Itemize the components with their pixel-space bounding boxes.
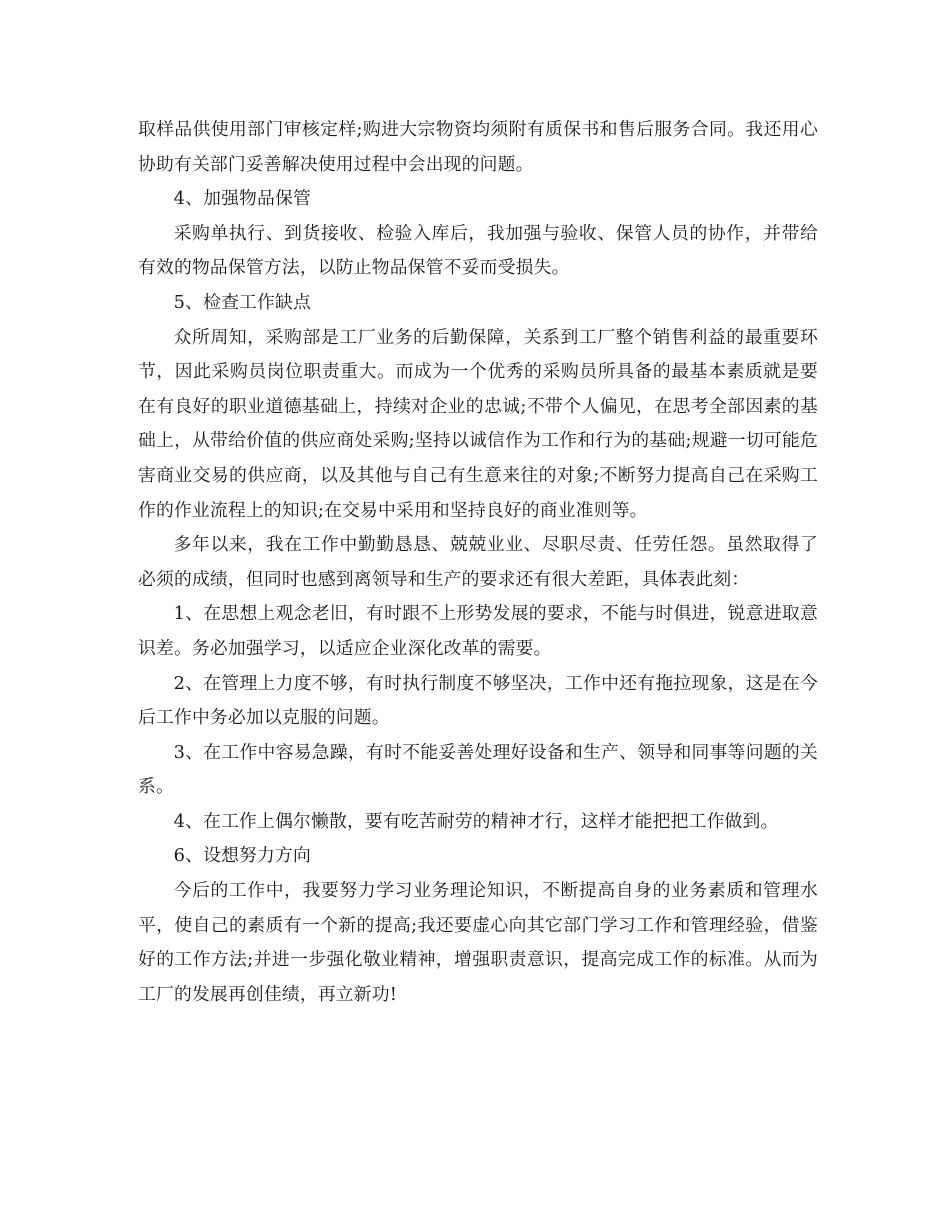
heading-check-shortcomings: 5、检查工作缺点 <box>173 291 311 313</box>
list-item-shortcoming-2: 2、在管理上力度不够，有时执行制度不够坚决，工作中还有拖拉现象，这是在今后工作中务必加以克服的问题。 <box>138 672 818 729</box>
paragraph-purchasing-role: 众所周知，采购部是工厂业务的后勤保障，关系到工厂整个销售利益的最重要环节，因此采购员岗位职责重大。而成为一个优秀的采购员所具备的最基本素质就是要在有良好的职业道德基础上，持续对企业的忠诚;不带个人偏见，在思考全部因素的基础上，从带给价值的供应商处采购;坚持以诚信作为工作和行为的基础;规避一切可能危害商业交易的供应商，以及其他与自己有生意来往的对象;不断努力提高自己在采购工作的作业流程上的知识;在交易中采用和坚持良好的商业准则等。 <box>138 326 818 521</box>
paragraph-procurement-continued: 取样品供使用部门审核定样;购进大宗物资均须附有质保书和售后服务合同。我还用心协助有关部门妥善解决使用过程中会出现的问题。 <box>138 119 818 175</box>
heading-future-direction: 6、设想努力方向 <box>173 845 311 867</box>
list-item-shortcoming-1: 1、在思想上观念老旧，有时跟不上形势发展的要求，不能与时俱进，锐意进取意识差。务必加强学习，以适应企业深化改革的需要。 <box>138 603 818 659</box>
paragraph-storage: 采购单执行、到货接收、检验入库后，我加强与验收、保管人员的协作，并带给有效的物品保管方法，以防止物品保管不妥而受损失。 <box>138 222 818 279</box>
list-item-shortcoming-3: 3、在工作中容易急躁，有时不能妥善处理好设备和生产、领导和同事等问题的关系。 <box>138 741 818 798</box>
document-body <box>138 113 818 1012</box>
paragraph-self-review: 多年以来，我在工作中勤勤恳恳、兢兢业业、尽职尽责、任劳任怨。虽然取得了必须的成绩，但同时也感到离领导和生产的要求还有很大差距，具体表此刻： <box>138 534 818 590</box>
paragraph-future-plan: 今后的工作中，我要努力学习业务理论知识，不断提高自身的业务素质和管理水平，使自己的素质有一个新的提高;我还要虚心向其它部门学习工作和管理经验，借鉴好的工作方法;并进一步强化敬业精神，增强职责意识，提高完成工作的标准。从而为工厂的发展再创佳绩，再立新功! <box>138 880 818 1005</box>
heading-item-storage: 4、加强物品保管 <box>173 188 311 210</box>
list-item-shortcoming-4: 4、在工作上偶尔懒散，要有吃苦耐劳的精神才行，这样才能把把工作做到。 <box>173 810 779 832</box>
